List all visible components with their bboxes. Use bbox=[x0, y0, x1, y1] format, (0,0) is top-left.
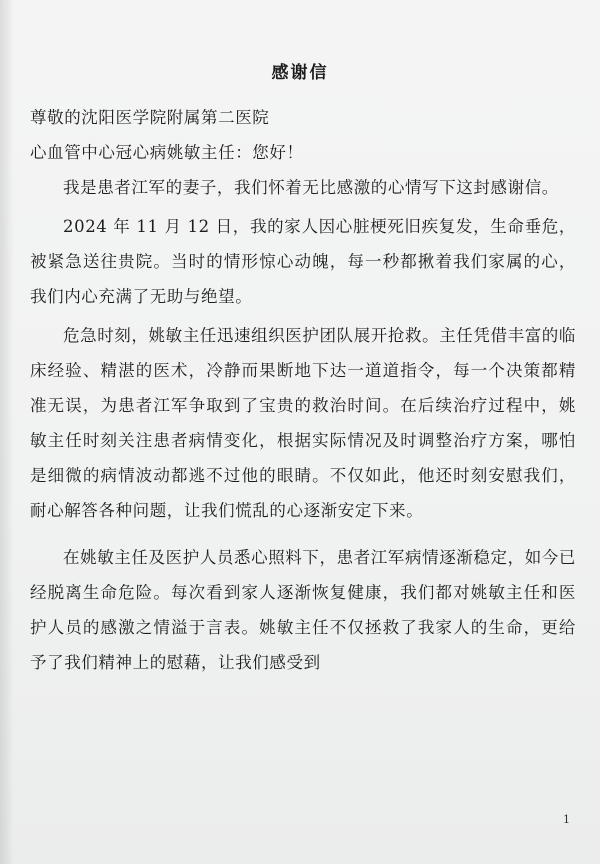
paragraph-emergency: 2024 年 11 月 12 日，我的家人因心脏梗死旧疾复发，生命垂危，被紧急送往贵院。当时的情形惊心动魄，每一秒都揪着我们家属的心，我们内心充满了无助与绝望。 bbox=[30, 217, 576, 306]
paragraph-treatment: 危急时刻，姚敏主任迅速组织医护团队展开抢救。主任凭借丰富的临床经验、精湛的医术，冷静而果断地下达一道道指令，每一个决策都精准无误，为患者江军争取到了宝贵的救治时间。在后续治疗过程中，姚敏主任时刻关注患者病情变化，根据实际情况及时调整治疗方案，哪怕是细微的病情波动都逃不过他的眼睛。不仅如此，他还时刻安慰我们，耐心解答各种问题，让我们慌乱的心逐渐安定下来。 bbox=[30, 326, 576, 520]
letter-body bbox=[30, 100, 576, 680]
paragraph-intro: 我是患者江军的妻子，我们怀着无比感激的心情写下这封感谢信。 bbox=[63, 178, 559, 197]
salutation-line-2: 心血管中心冠心病姚敏主任：您好！ bbox=[30, 143, 304, 162]
page-edge-shadow bbox=[0, 0, 14, 864]
page-number: 1 bbox=[563, 813, 570, 826]
paragraph-recovery: 在姚敏主任及医护人员悉心照料下，患者江军病情逐渐稳定，如今已经脱离生命危险。每次看到家人逐渐恢复健康，我们都对姚敏主任和医护人员的感激之情溢于言表。姚敏主任不仅拯救了我家人的生命，更给予了我们精神上的慰藉，让我们感受到 bbox=[30, 548, 576, 672]
salutation-line-1: 尊敬的沈阳医学院附属第二医院 bbox=[30, 108, 270, 127]
letter-title: 感谢信 bbox=[271, 63, 329, 83]
